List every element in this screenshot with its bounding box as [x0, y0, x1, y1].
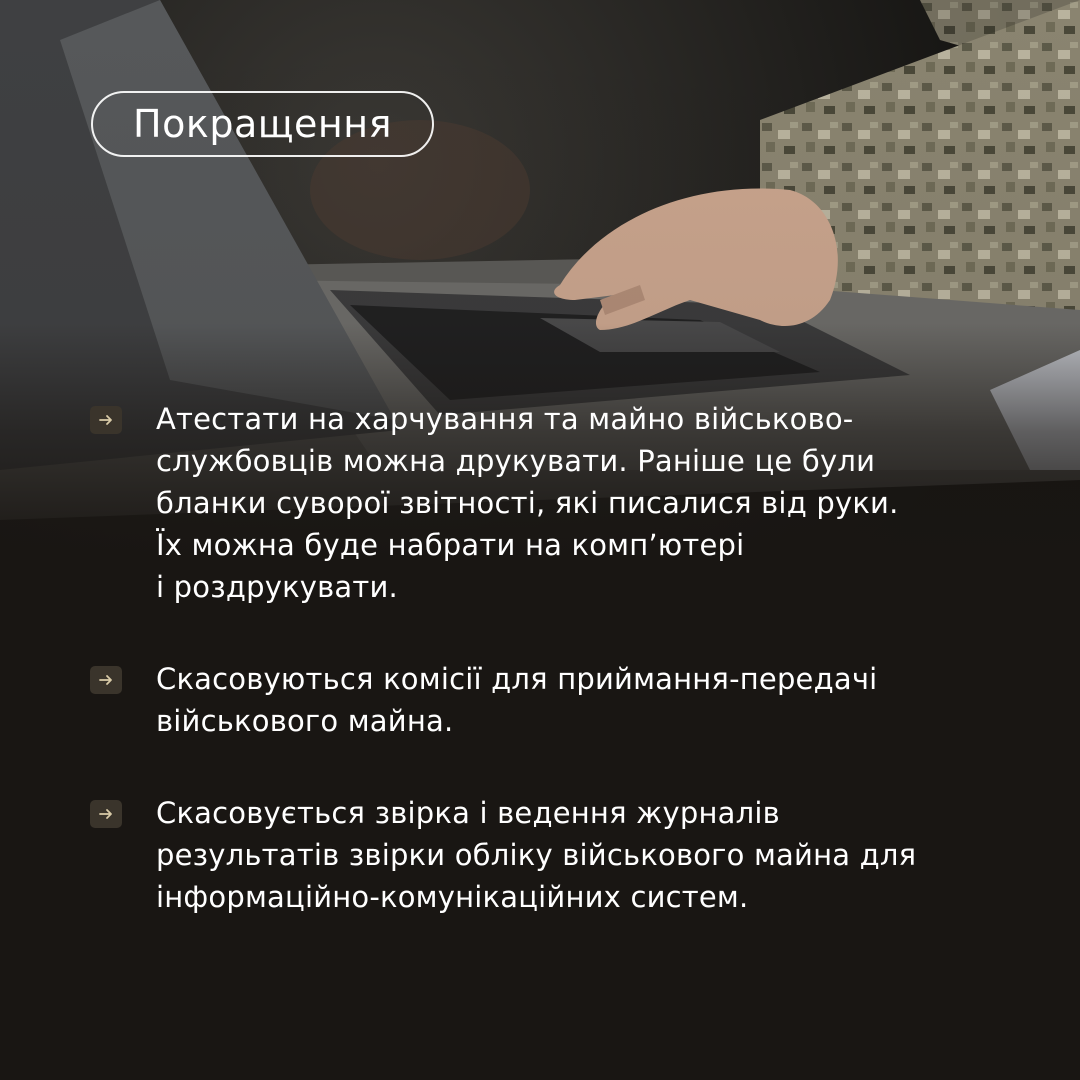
list-item-line: Атестати на харчування та майно військово- [156, 402, 854, 436]
list-item-text [156, 658, 877, 742]
arrow-right-icon [90, 406, 122, 434]
list-item-line: військового майна. [156, 704, 454, 738]
section-title-pill [91, 91, 434, 157]
list-item [90, 398, 1010, 608]
improvements-list [90, 398, 1010, 918]
list-item-line: Їх можна буде набрати на комп’ютері [156, 528, 745, 562]
list-item-line: службовців можна друкувати. Раніше це були [156, 444, 876, 478]
list-item [90, 658, 1010, 742]
list-item-line: Скасовуються комісії для приймання-передачі [156, 662, 878, 696]
arrow-right-icon [90, 666, 122, 694]
list-item-text [156, 398, 899, 608]
section-title: Покращення [133, 102, 392, 146]
arrow-right-icon [90, 800, 122, 828]
list-item-line: Скасовується звірка і ведення журналів [156, 796, 780, 830]
list-item-line: бланки суворої звітності, які писалися від руки. [156, 486, 899, 520]
list-item-line: інформаційно-комунікаційних систем. [156, 880, 749, 914]
list-item [90, 792, 1010, 918]
list-item-line: результатів звірки обліку військового майна для [156, 838, 917, 872]
list-item-line: і роздрукувати. [156, 570, 398, 604]
list-item-text [156, 792, 916, 918]
